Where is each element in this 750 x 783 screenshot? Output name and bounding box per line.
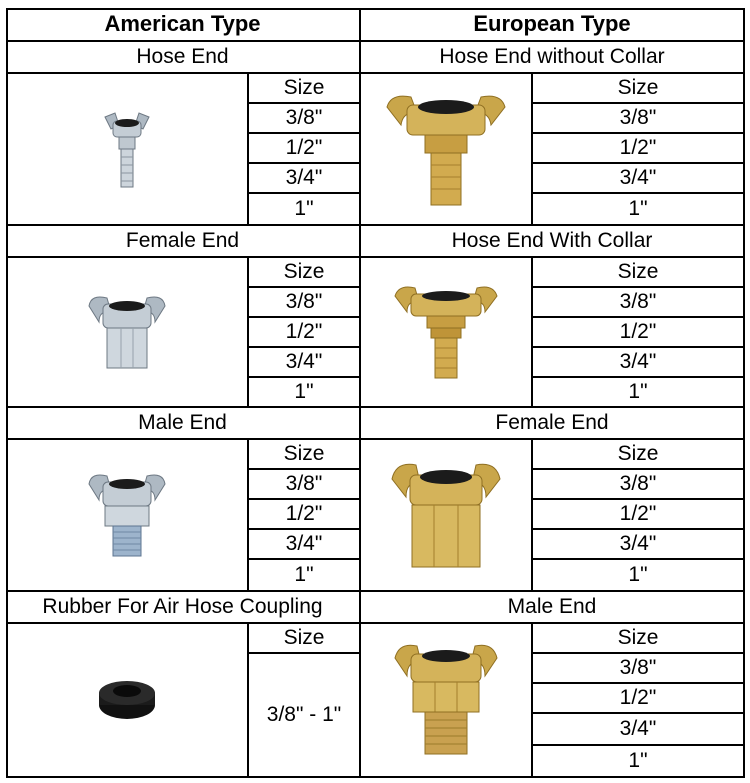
size-header: Size bbox=[249, 440, 361, 470]
size-value: 3/4" bbox=[533, 530, 745, 560]
size-value: 1" bbox=[533, 746, 745, 778]
size-value: 3/4" bbox=[249, 164, 361, 194]
coupling-spec-table bbox=[6, 8, 745, 778]
european-female-end-fitting bbox=[386, 457, 506, 573]
european-hose-end-without-collar-title: Hose End without Collar bbox=[361, 42, 745, 74]
rubber-seal-image bbox=[6, 624, 249, 778]
european-type-header: European Type bbox=[361, 8, 745, 42]
size-value: 1" bbox=[533, 194, 745, 226]
size-value: 1/2" bbox=[249, 500, 361, 530]
american-male-end-fitting bbox=[85, 470, 169, 560]
european-hose-end-with-collar-image bbox=[361, 258, 533, 408]
size-value: 3/4" bbox=[249, 348, 361, 378]
size-header: Size bbox=[249, 624, 361, 654]
european-male-end-title: Male End bbox=[361, 592, 745, 624]
american-type-header: American Type bbox=[6, 8, 361, 42]
size-header: Size bbox=[533, 258, 745, 288]
size-value: 3/4" bbox=[249, 530, 361, 560]
size-value: 1" bbox=[249, 560, 361, 592]
size-value: 1/2" bbox=[533, 500, 745, 530]
size-header: Size bbox=[249, 258, 361, 288]
size-value: 3/4" bbox=[533, 348, 745, 378]
european-male-end-image bbox=[361, 624, 533, 778]
size-value: 3/8" bbox=[533, 288, 745, 318]
size-value: 3/8" bbox=[533, 470, 745, 500]
rubber-seal-title: Rubber For Air Hose Coupling bbox=[6, 592, 361, 624]
size-value: 1/2" bbox=[249, 318, 361, 348]
size-value: 1" bbox=[533, 378, 745, 408]
american-female-end-image bbox=[6, 258, 249, 408]
size-value: 1/2" bbox=[533, 134, 745, 164]
size-value: 3/8" bbox=[249, 470, 361, 500]
european-female-end-image bbox=[361, 440, 533, 592]
american-hose-end-title: Hose End bbox=[6, 42, 361, 74]
rubber-seal bbox=[95, 675, 159, 725]
european-hose-end-without-collar-image bbox=[361, 74, 533, 226]
size-range: 3/8" - 1" bbox=[249, 654, 361, 778]
american-hose-end-fitting bbox=[97, 107, 157, 191]
american-male-end-title: Male End bbox=[6, 408, 361, 440]
size-header: Size bbox=[249, 74, 361, 104]
european-hose-end-without-collar-fitting bbox=[381, 89, 511, 209]
european-female-end-title: Female End bbox=[361, 408, 745, 440]
size-value: 1" bbox=[533, 560, 745, 592]
size-value: 1" bbox=[249, 194, 361, 226]
size-value: 3/8" bbox=[249, 288, 361, 318]
size-value: 3/8" bbox=[533, 104, 745, 134]
size-value: 3/8" bbox=[533, 654, 745, 684]
size-header: Size bbox=[533, 440, 745, 470]
size-value: 1/2" bbox=[533, 318, 745, 348]
size-value: 3/8" bbox=[249, 104, 361, 134]
american-male-end-image bbox=[6, 440, 249, 592]
size-value: 3/4" bbox=[533, 714, 745, 746]
european-hose-end-with-collar-title: Hose End With Collar bbox=[361, 226, 745, 258]
size-header: Size bbox=[533, 624, 745, 654]
european-hose-end-with-collar-fitting bbox=[391, 282, 501, 382]
size-value: 1/2" bbox=[249, 134, 361, 164]
european-male-end-fitting bbox=[391, 638, 501, 762]
size-value: 3/4" bbox=[533, 164, 745, 194]
american-female-end-fitting bbox=[85, 292, 169, 372]
size-value: 1" bbox=[249, 378, 361, 408]
size-header: Size bbox=[533, 74, 745, 104]
american-female-end-title: Female End bbox=[6, 226, 361, 258]
american-hose-end-image bbox=[6, 74, 249, 226]
size-value: 1/2" bbox=[533, 684, 745, 714]
